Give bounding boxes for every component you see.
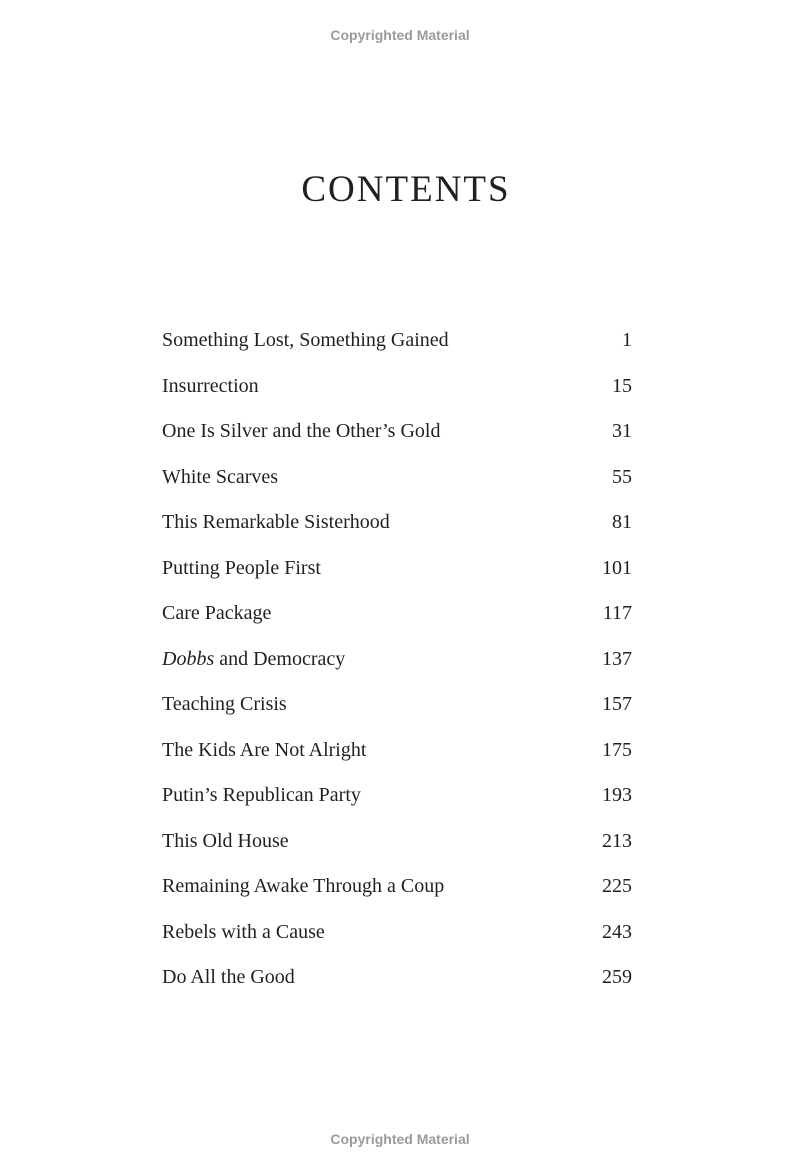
toc-entry-page: 213 bbox=[602, 829, 632, 852]
toc-entry-title-text: The Kids Are Not Alright bbox=[162, 738, 367, 761]
toc-entry[interactable] bbox=[162, 872, 632, 918]
toc-entry-title-text: Rebels with a Cause bbox=[162, 920, 325, 943]
toc-entry-title-text: Do All the Good bbox=[162, 966, 295, 988]
toc-entry-title-text: Care Package bbox=[162, 602, 272, 624]
toc-entry-page: 31 bbox=[612, 420, 632, 442]
toc-entry-page: 101 bbox=[602, 556, 632, 579]
toc-entry-title bbox=[162, 554, 321, 582]
toc-entry-title-text: This Remarkable Sisterhood bbox=[162, 511, 390, 533]
toc-entry-page: 193 bbox=[602, 784, 632, 806]
toc-entry-title-text: Putting People First bbox=[162, 556, 321, 579]
toc-entry-title bbox=[162, 872, 444, 900]
toc-entry[interactable] bbox=[162, 736, 632, 782]
toc-entry-title-italic: Dobbs bbox=[162, 647, 215, 670]
toc-entry-page: 137 bbox=[602, 647, 632, 670]
toc-entry[interactable] bbox=[162, 827, 632, 873]
toc-entry-title-text: White Scarves bbox=[162, 465, 279, 488]
toc-entry-title bbox=[162, 417, 440, 445]
toc-entry[interactable] bbox=[162, 417, 632, 463]
toc-entry-page: 117 bbox=[602, 602, 632, 624]
toc-entry-title bbox=[162, 827, 289, 855]
toc-entry[interactable] bbox=[162, 372, 632, 418]
toc-entry-page: 243 bbox=[602, 920, 632, 943]
copyright-watermark-bottom: Copyrighted Material bbox=[330, 1131, 470, 1147]
toc-entry-title bbox=[162, 963, 295, 991]
copyright-watermark-top: Copyrighted Material bbox=[330, 27, 470, 43]
toc-entry-title bbox=[162, 463, 278, 491]
toc-entry[interactable] bbox=[162, 963, 632, 1009]
toc-entry-title-text: Putin’s Republican Party bbox=[162, 784, 361, 806]
toc-entry[interactable] bbox=[162, 599, 632, 645]
toc-entry-title-text: Remaining Awake Through a Coup bbox=[162, 875, 445, 897]
toc-entry-title bbox=[162, 645, 345, 673]
toc-entry[interactable] bbox=[162, 554, 632, 600]
toc-entry-title-text: This Old House bbox=[162, 829, 289, 852]
toc-entry[interactable] bbox=[162, 918, 632, 964]
toc-entry-title bbox=[162, 326, 449, 354]
table-of-contents bbox=[162, 326, 632, 1009]
toc-entry-title-text: and Democracy bbox=[214, 647, 346, 670]
toc-entry-page: 55 bbox=[612, 465, 632, 488]
toc-entry-title bbox=[162, 599, 271, 627]
toc-entry-page: 225 bbox=[602, 875, 632, 897]
toc-entry-page: 259 bbox=[602, 966, 632, 988]
toc-entry-page: 175 bbox=[602, 738, 632, 761]
toc-entry-title bbox=[162, 508, 390, 536]
toc-entry-title bbox=[162, 918, 325, 946]
toc-entry-title-text: One Is Silver and the Other’s Gold bbox=[162, 420, 441, 442]
toc-entry-title-text: Insurrection bbox=[162, 374, 259, 397]
toc-entry[interactable] bbox=[162, 690, 632, 736]
toc-entry[interactable] bbox=[162, 508, 632, 554]
page-title: CONTENTS bbox=[301, 169, 511, 210]
toc-entry-page: 157 bbox=[602, 693, 632, 715]
toc-entry-title-text: Something Lost, Something Gained bbox=[162, 329, 449, 351]
toc-entry-title-text: Teaching Crisis bbox=[162, 693, 287, 715]
toc-entry-title bbox=[162, 690, 287, 718]
toc-entry[interactable] bbox=[162, 326, 632, 372]
toc-entry-page: 15 bbox=[612, 374, 632, 397]
toc-entry-page: 81 bbox=[612, 511, 632, 533]
toc-entry[interactable] bbox=[162, 781, 632, 827]
toc-entry[interactable] bbox=[162, 463, 632, 509]
toc-entry-page: 1 bbox=[622, 329, 632, 351]
toc-entry-title bbox=[162, 736, 366, 764]
toc-entry-title bbox=[162, 372, 259, 400]
toc-entry[interactable] bbox=[162, 645, 632, 691]
toc-entry-title bbox=[162, 781, 361, 809]
